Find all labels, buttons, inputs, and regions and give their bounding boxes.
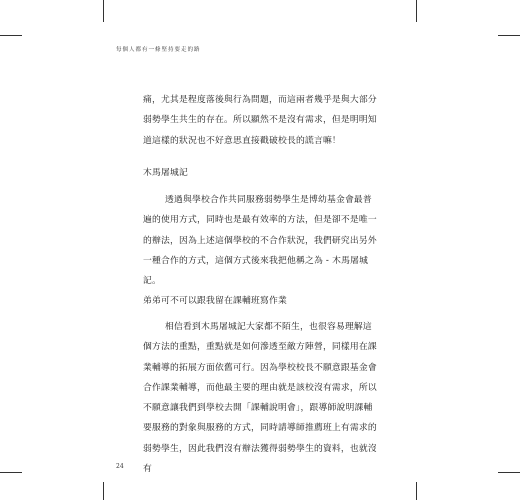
text-line: 個方法的重點，重點就是如何滲透至敵方陣營，同樣用在課: [143, 342, 377, 353]
section2-paragraph: [143, 317, 398, 479]
crop-mark: [416, 482, 417, 500]
text-line: 一種合作的方式，這個方式後來我把他稱之為 - 木馬屠城: [143, 255, 369, 266]
text-line: 不願意讓我們到學校去開「課輔說明會」，跟導師說明課輔: [143, 403, 373, 414]
text-line: 記。: [143, 276, 161, 287]
section-heading: 弟弟可不可以跟我留在課輔班寫作業: [143, 296, 287, 306]
text-line: 道這樣的狀況也不好意思直接戳破校長的謊言嘛！: [143, 135, 341, 146]
text-line: 業輔導的拓展方面依舊可行。因為學校校長不願意跟基金會: [143, 362, 377, 373]
crop-mark: [498, 472, 520, 473]
crop-mark: [0, 472, 22, 473]
text-line: 相信看到木馬屠城記大家都不陌生，也很容易理解這: [165, 322, 372, 332]
text-line: 痛，尤其是程度落後與行為問題，而這兩者幾乎是與大部分: [143, 95, 377, 105]
crop-mark: [416, 0, 417, 22]
text-line: 弱勢學生，因此我們沒有辦法獲得弱勢學生的資料，也就沒: [143, 443, 377, 454]
text-line: 的辦法，因為上述這個學校的不合作狀況，我們研究出另外: [143, 235, 377, 246]
crop-mark: [103, 0, 104, 22]
crop-mark: [103, 482, 104, 500]
page-number: 24: [116, 463, 124, 470]
text-line: 遍的使用方式，同時也是最有效率的方法，但是卻不是唯一: [143, 215, 377, 226]
running-header: 每個人都有一條堅持要走的路: [116, 47, 201, 53]
text-line: 要服務的對象與服務的方式，同時請導師推薦班上有需求的: [143, 423, 377, 434]
top-paragraph: [143, 90, 398, 151]
crop-mark: [498, 35, 520, 36]
section-heading: 木馬屠城記: [143, 168, 188, 178]
text-line: 弱勢學生共生的存在。所以顯然不是沒有需求，但是明明知: [143, 115, 377, 126]
section1-paragraph: [143, 190, 398, 291]
text-line: 透過與學校合作共同服務弱勢學生是博幼基金會最普: [165, 195, 372, 205]
text-line: 合作課業輔導，而他最主要的理由就是該校沒有需求，所以: [143, 382, 377, 393]
text-line: 有: [143, 464, 152, 475]
crop-mark: [0, 35, 22, 36]
